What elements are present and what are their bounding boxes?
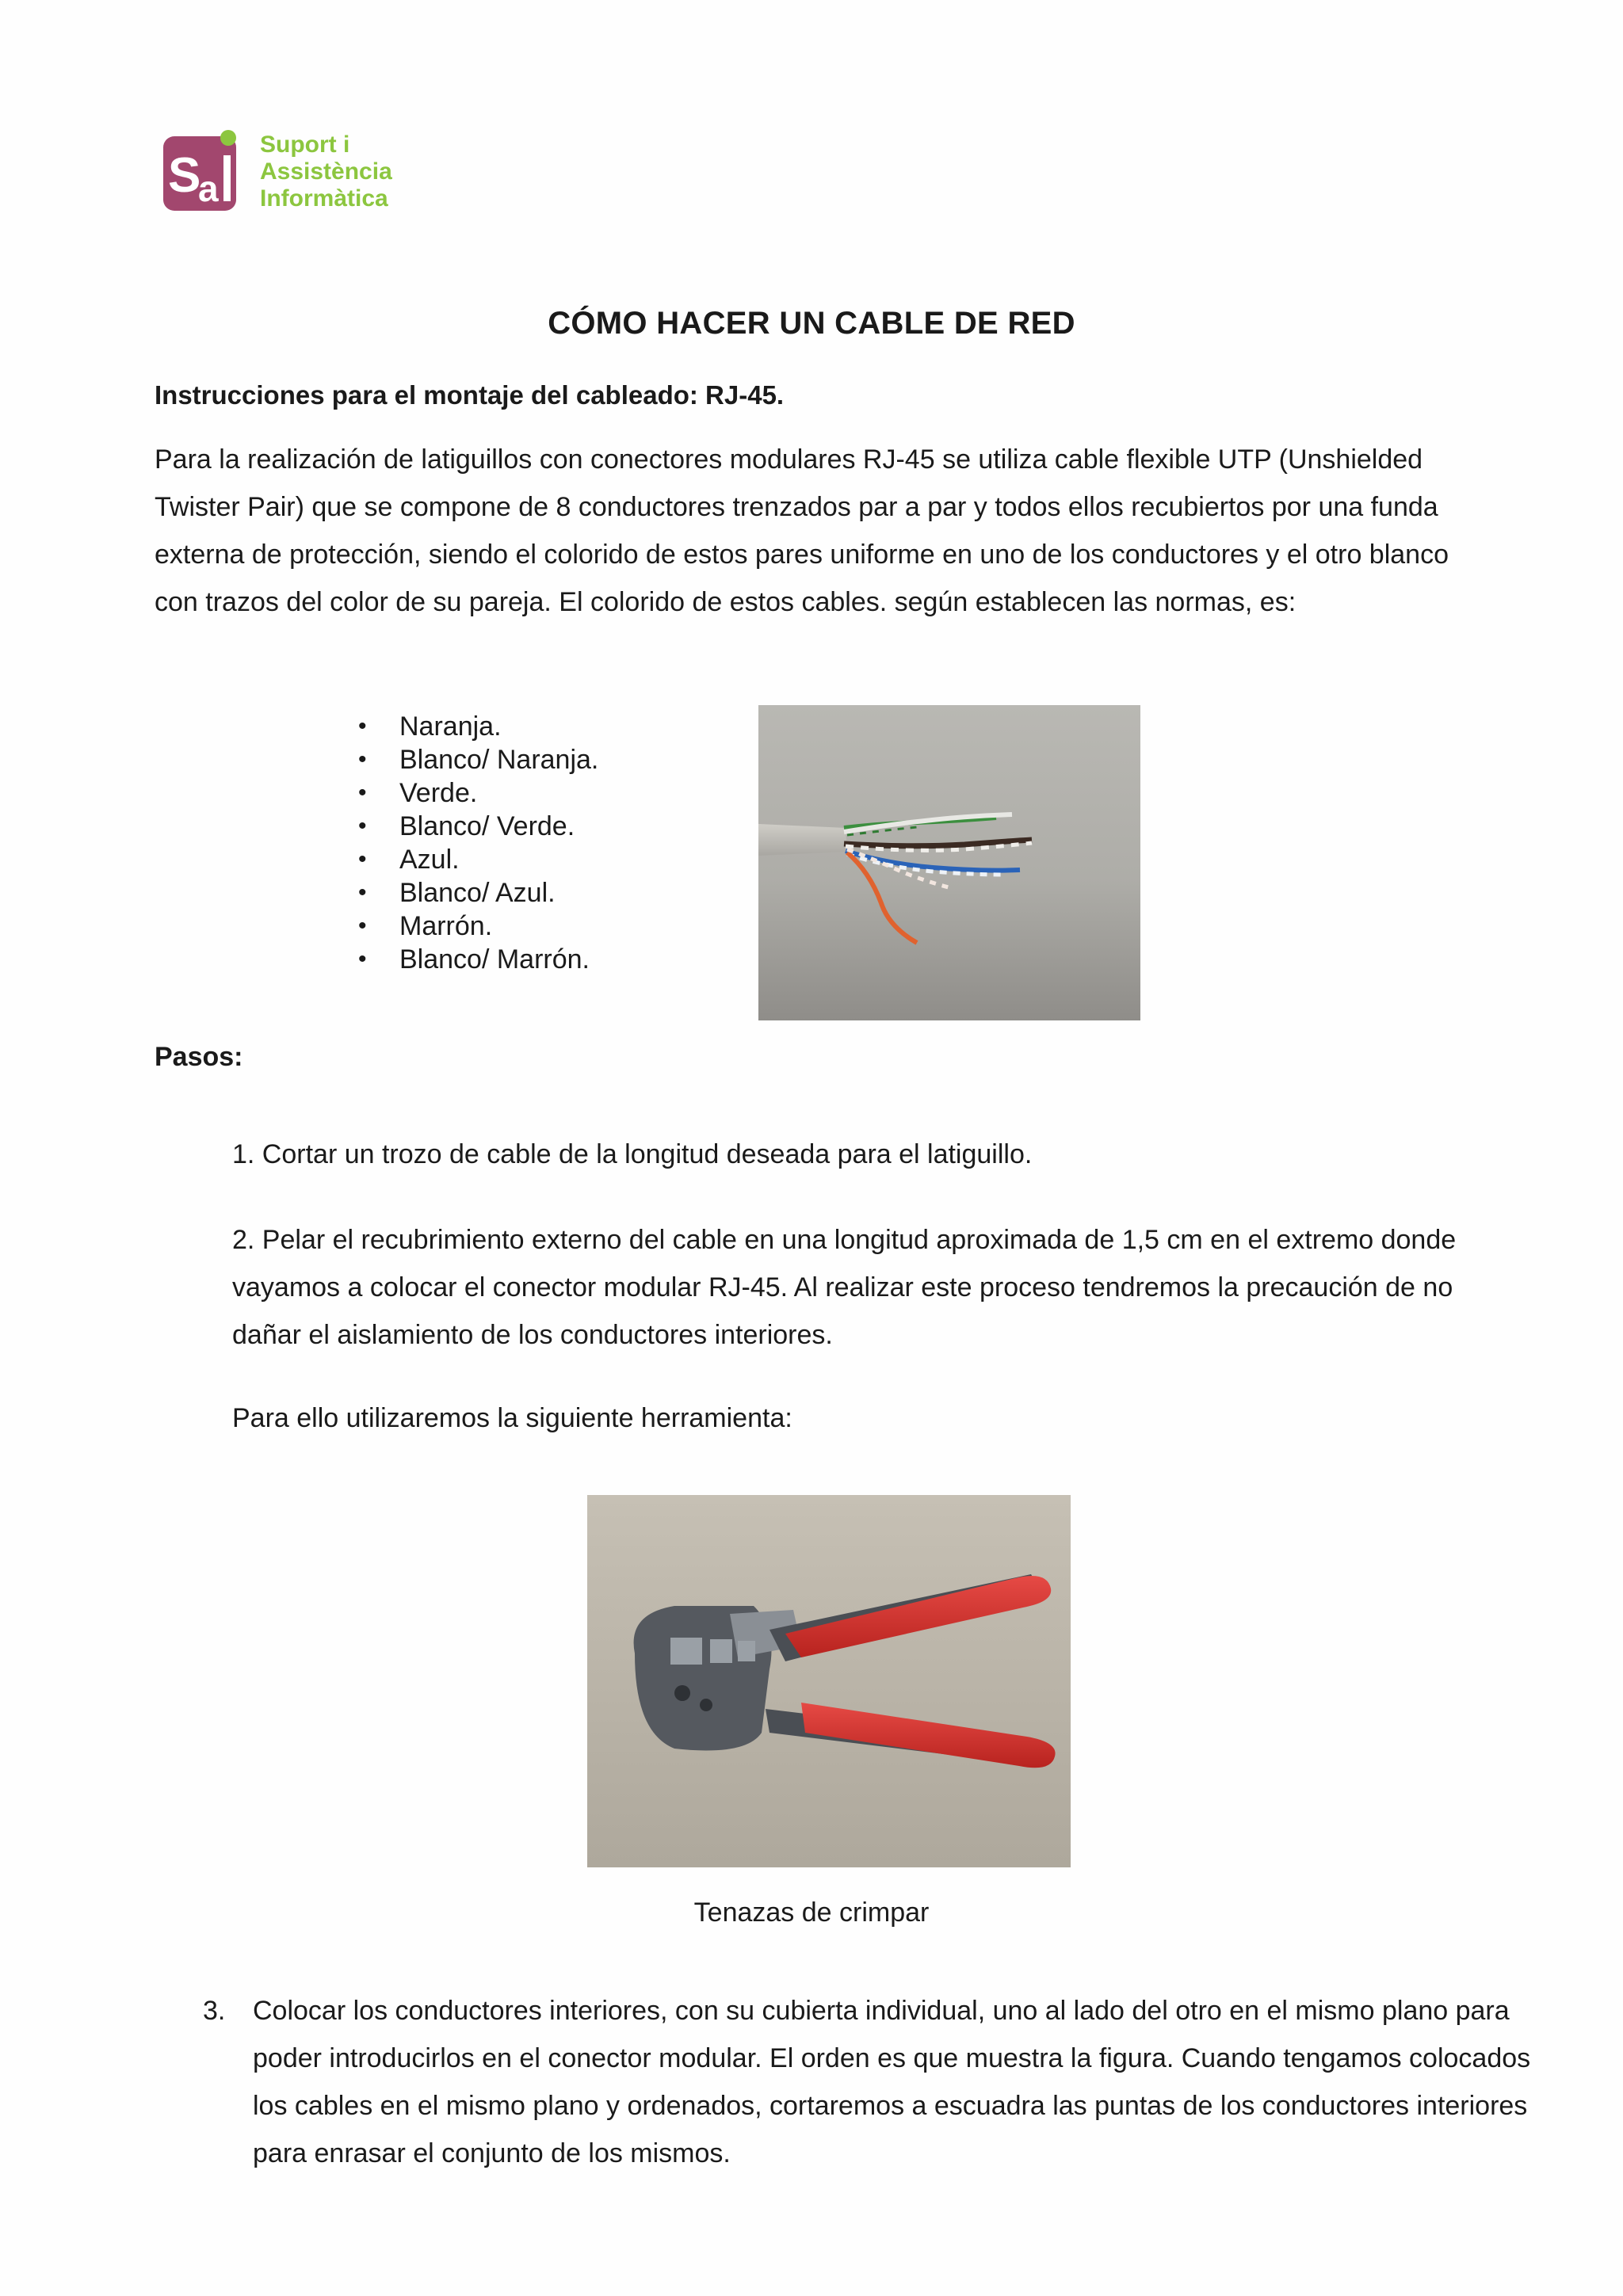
tool-caption: Tenazas de crimpar (693, 1897, 930, 1928)
section-subtitle: Instrucciones para el montaje del cableado: RJ-45. (155, 380, 785, 410)
list-item: • Blanco/ Verde. (355, 810, 598, 843)
sai-logo-mark-icon (163, 130, 242, 212)
list-item: • Verde. (355, 776, 598, 810)
crimping-tool-photo (587, 1495, 1071, 1867)
sai-logo (163, 125, 401, 220)
svg-text:S: S (168, 148, 201, 203)
wire-colors-list (355, 710, 598, 976)
step-2: 2. Pelar el recubrimiento externo del cable en una longitud aproximada de 1,5 cm en el extremo donde vayamos a colocar el conector modular RJ-45. Al realizar este proceso tendremos la precaución de no dañar el aislamiento de los conductores interiores. (232, 1225, 1457, 1350)
sai-logo-text (260, 132, 392, 212)
step-3-text: Colocar los conductores interiores, con su cubierta individual, uno al lado del otro en el mismo plano para poder introducirlos en el conector modular. El orden es que muestra la figura. Cuando tengamos colocados los cables en el mismo plano y ordenados, cortaremos a escuadra las puntas de los conductores interiores para enrasar el conjunto de los mismos. (253, 1996, 1531, 2168)
logo-line-3: Informàtica (260, 185, 388, 212)
list-item: • Naranja. (355, 710, 598, 743)
list-item: • Azul. (355, 843, 598, 876)
intro-text: Para la realización de latiguillos con conectores modulares RJ-45 se utiliza cable flexible UTP (Unshielded Twister Pair) que se compone de 8 conductores trenzados par a par y todos ellos recubiertos por una funda externa de protección, siendo el colorido de estos pares uniforme en uno de los conductores y el otro blanco con trazos del color de su pareja. El colorido de estos cables. según establecen las normas, es: (155, 444, 1449, 617)
intro-paragraph (155, 436, 1486, 626)
logo-line-2: Assistència (260, 158, 392, 185)
svg-text:a: a (198, 168, 219, 209)
steps-heading: Pasos: (155, 1042, 243, 1072)
list-item: • Blanco/ Marrón. (355, 943, 598, 976)
list-item: • Marrón. (355, 910, 598, 943)
list-item: • Blanco/ Azul. (355, 876, 598, 910)
list-item: • Blanco/ Naranja. (355, 743, 598, 776)
step-3-number: 3. (203, 1996, 226, 2026)
tool-intro: Para ello utilizaremos la siguiente herramienta: (232, 1403, 792, 1433)
utp-cable-photo (758, 705, 1140, 1020)
document-title: CÓMO HACER UN CABLE DE RED (548, 306, 1075, 341)
step-1: 1. Cortar un trozo de cable de la longitud deseada para el latiguillo. (232, 1139, 1033, 1169)
logo-line-1: Suport i (260, 132, 350, 158)
